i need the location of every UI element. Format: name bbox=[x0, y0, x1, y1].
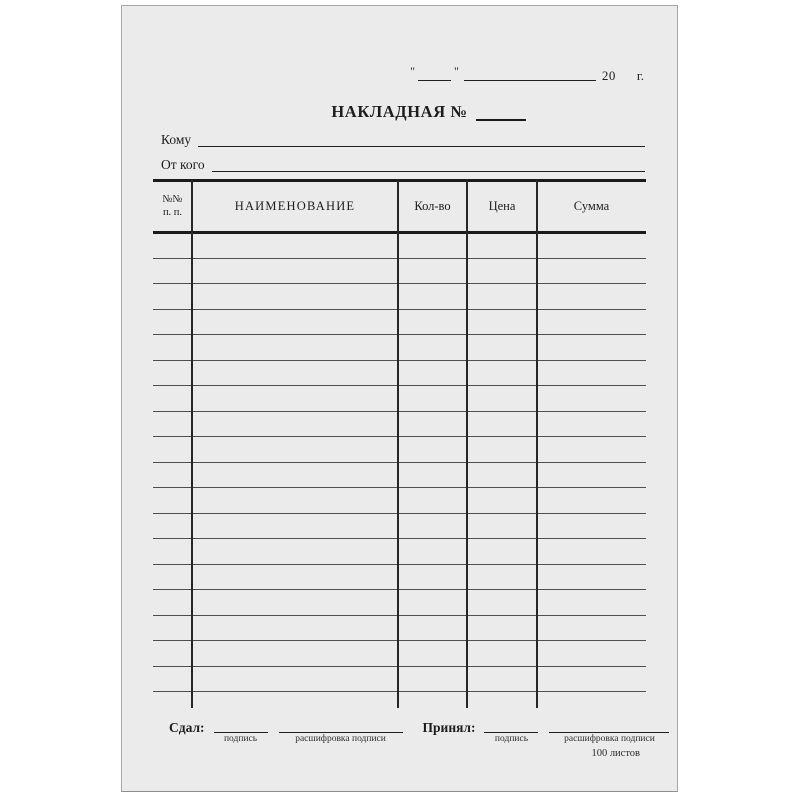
sender-field bbox=[161, 157, 645, 172]
signature-name-caption: расшифровка подписи bbox=[564, 734, 655, 744]
signature-name-line bbox=[549, 718, 669, 733]
handed-over-signature-block bbox=[214, 718, 268, 745]
table-row bbox=[153, 514, 646, 540]
table-row bbox=[153, 437, 646, 463]
table-row bbox=[153, 386, 646, 412]
table-row bbox=[153, 641, 646, 667]
col-header-name: НАИМЕНОВАНИЕ bbox=[234, 198, 356, 213]
table-row bbox=[153, 488, 646, 514]
column-divider-quantity bbox=[466, 179, 468, 708]
table-row bbox=[153, 463, 646, 489]
document-number-blank bbox=[476, 119, 526, 121]
table-row bbox=[153, 233, 646, 259]
signature-caption: подпись bbox=[494, 734, 529, 744]
signature-line bbox=[214, 718, 268, 733]
date-year-suffix: г. bbox=[636, 68, 644, 83]
table-row bbox=[153, 361, 646, 387]
table-row bbox=[153, 335, 646, 361]
signature-name-line bbox=[279, 718, 403, 733]
table-body bbox=[153, 233, 646, 692]
handed-over-label: Сдал: bbox=[169, 720, 205, 735]
recipient-blank-line bbox=[198, 146, 645, 147]
sheet-count-label: 100 листов bbox=[591, 748, 640, 759]
table-row bbox=[153, 565, 646, 591]
col-header-sum: Сумма bbox=[573, 198, 610, 213]
col-header-quantity: Кол-во bbox=[414, 198, 451, 213]
table-row bbox=[153, 259, 646, 285]
table-row bbox=[153, 539, 646, 565]
date-day-blank bbox=[418, 80, 451, 81]
recipient-field bbox=[161, 132, 645, 147]
date-month-blank bbox=[464, 80, 596, 81]
form-sheet bbox=[121, 5, 678, 792]
items-table bbox=[153, 179, 646, 708]
date-quote-close: " bbox=[453, 64, 459, 78]
table-row bbox=[153, 284, 646, 310]
date-line bbox=[410, 64, 644, 83]
date-year-prefix: 20 bbox=[601, 68, 616, 83]
received-signature-block bbox=[484, 718, 538, 745]
sender-blank-line bbox=[212, 171, 645, 172]
signature-footer bbox=[169, 718, 669, 745]
column-divider-price bbox=[536, 179, 538, 708]
table-row bbox=[153, 616, 646, 642]
received-label: Принял: bbox=[422, 720, 476, 735]
date-quote-open: " bbox=[410, 64, 415, 78]
received-name-block bbox=[549, 718, 669, 745]
table-header-row bbox=[153, 181, 646, 231]
table-row bbox=[153, 310, 646, 336]
handed-over-name-block bbox=[279, 718, 403, 745]
sender-label: От кого bbox=[161, 156, 205, 172]
table-row bbox=[153, 590, 646, 616]
signature-name-caption: расшифровка подписи bbox=[295, 734, 386, 744]
column-divider-name bbox=[397, 179, 399, 708]
col-header-number bbox=[153, 181, 192, 231]
col-header-number-line1: №№ bbox=[162, 193, 183, 205]
signature-line bbox=[484, 718, 538, 733]
column-divider-number bbox=[191, 179, 193, 708]
table-row bbox=[153, 667, 646, 693]
title-row bbox=[153, 102, 646, 122]
col-header-price: Цена bbox=[488, 198, 516, 213]
col-header-number-line2: п. п. bbox=[162, 207, 183, 218]
recipient-label: Кому bbox=[161, 131, 192, 147]
signature-caption: подпись bbox=[223, 734, 258, 744]
table-row bbox=[153, 412, 646, 438]
form-title: НАКЛАДНАЯ № bbox=[331, 102, 468, 121]
